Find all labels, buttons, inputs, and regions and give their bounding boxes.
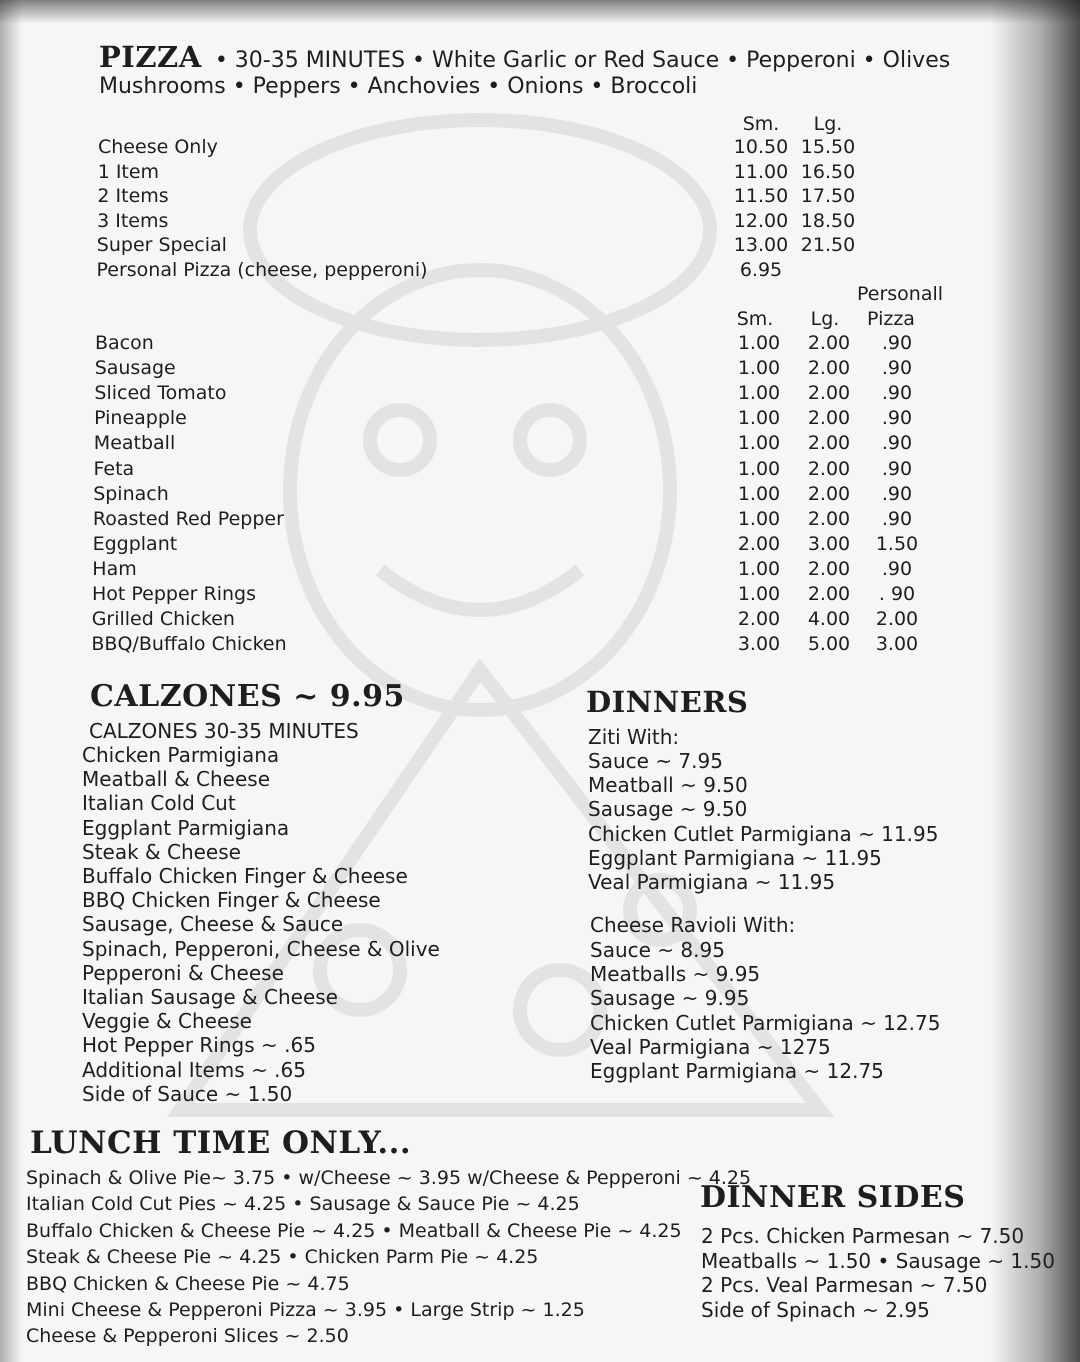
topping-price-large: 2.00: [807, 332, 851, 354]
pizza-item-price-small: 6.95: [739, 259, 783, 281]
ziti-item: Chicken Cutlet Parmigiana ~ 11.95: [588, 821, 939, 846]
pizza-item-name: 1 Item: [97, 160, 160, 183]
pizza-item-price-small: 11.50: [733, 185, 789, 208]
dinner-side-item: 2 Pcs. Veal Parmesan ~ 7.50: [701, 1273, 988, 1297]
lunch-item: Steak & Cheese Pie ~ 4.25 • Chicken Parm Pie ~ 4.25: [26, 1246, 539, 1269]
dinner-side-item: Side of Spinach ~ 2.95: [701, 1297, 930, 1322]
pizza-options-line-1: • 30-35 MINUTES • White Garlic or Red Sauce • Pepperoni • Olives: [214, 48, 951, 73]
topping-name: Bacon: [95, 332, 154, 354]
topping-price-personal: 1.50: [875, 532, 919, 555]
lunch-title: LUNCH TIME ONLY...: [30, 1125, 412, 1161]
lunch-item: BBQ Chicken & Cheese Pie ~ 4.75: [26, 1272, 350, 1295]
ziti-item: Sauce ~ 7.95: [588, 749, 723, 773]
topping-name: Eggplant: [92, 532, 178, 555]
pizza-item-price-small: 11.00: [733, 160, 789, 183]
calzone-item: Spinach, Pepperoni, Cheese & Olive: [82, 936, 440, 961]
topping-price-small: 1.00: [737, 332, 781, 354]
toppings-col-large: Lg.: [810, 308, 840, 330]
topping-price-large: 2.00: [807, 482, 851, 505]
topping-name: Hot Pepper Rings: [92, 583, 257, 605]
toppings-col-pizza: Pizza: [867, 308, 915, 330]
lunch-list: [26, 1165, 751, 1350]
topping-name: Pineapple: [94, 407, 187, 430]
topping-price-small: 2.00: [737, 608, 781, 631]
calzone-item: Pepperoni & Cheese: [82, 960, 284, 985]
lunch-item: Cheese & Pepperoni Slices ~ 2.50: [26, 1325, 349, 1348]
pizza-item-name: 2 Items: [97, 185, 169, 208]
topping-price-personal: .90: [881, 382, 913, 405]
calzone-item: Meatball & Cheese: [82, 767, 271, 792]
calzone-item: BBQ Chicken Finger & Cheese: [82, 888, 381, 913]
topping-price-large: 2.00: [807, 432, 851, 455]
calzone-item: Chicken Parmigiana: [82, 743, 280, 767]
pizza-item-price-large: 17.50: [800, 185, 856, 208]
ziti-list: [588, 749, 938, 894]
calzones-list: [82, 743, 440, 1106]
topping-name: Sausage: [94, 357, 176, 380]
calzones-title: CALZONES ~ 9.95: [90, 679, 405, 714]
dinner-side-item: Meatballs ~ 1.50 • Sausage ~ 1.50: [701, 1248, 1055, 1273]
topping-name: BBQ/Buffalo Chicken: [91, 633, 287, 656]
pizza-header: [99, 40, 950, 74]
lunch-item: Italian Cold Cut Pies ~ 4.25 • Sausage & Sauce Pie ~ 4.25: [26, 1193, 580, 1216]
topping-price-large: 2.00: [807, 583, 851, 605]
topping-price-personal: 3.00: [875, 633, 919, 656]
topping-price-small: 1.00: [737, 457, 781, 480]
pizza-item-name: Personal Pizza (cheese, pepperoni): [96, 259, 428, 281]
topping-price-small: 1.00: [737, 432, 781, 455]
topping-price-personal: . 90: [878, 583, 916, 605]
ravioli-item: Sausage ~ 9.95: [590, 986, 750, 1011]
ravioli-list: [590, 938, 940, 1083]
calzone-item: Steak & Cheese: [82, 839, 241, 864]
toppings-col-small: Sm.: [736, 308, 774, 330]
topping-price-small: 1.00: [737, 382, 781, 405]
pizza-item-price-large: 18.50: [800, 209, 856, 232]
pizza-item-name: Super Special: [96, 234, 227, 257]
topping-price-small: 2.00: [737, 532, 781, 555]
topping-price-small: 1.00: [737, 583, 781, 605]
calzone-item: Additional Items ~ .65: [82, 1057, 306, 1082]
ziti-heading: Ziti With:: [588, 725, 680, 749]
lunch-item: Mini Cheese & Pepperoni Pizza ~ 3.95 • Large Strip ~ 1.25: [26, 1299, 585, 1322]
ravioli-item: Eggplant Parmigiana ~ 12.75: [590, 1059, 884, 1084]
calzone-item: Eggplant Parmigiana: [82, 815, 290, 840]
toppings-col-personal: Personall: [856, 283, 944, 305]
topping-price-small: 1.00: [737, 482, 781, 505]
topping-name: Ham: [92, 557, 137, 580]
ravioli-item: Chicken Cutlet Parmigiana ~ 12.75: [590, 1010, 941, 1035]
topping-price-personal: .90: [881, 357, 913, 380]
lunch-item: Spinach & Olive Pie~ 3.75 • w/Cheese ~ 3.95 w/Cheese & Pepperoni ~ 4.25: [26, 1167, 752, 1189]
pizza-col-large: Lg.: [813, 113, 843, 135]
topping-price-large: 2.00: [807, 457, 851, 480]
calzones-subtitle: CALZONES 30-35 MINUTES: [89, 719, 359, 743]
topping-price-large: 2.00: [807, 407, 851, 430]
topping-price-personal: .90: [881, 432, 913, 455]
topping-price-large: 2.00: [807, 382, 851, 405]
topping-price-large: 4.00: [807, 608, 851, 631]
pizza-item-price-large: 16.50: [800, 160, 856, 183]
topping-price-small: 3.00: [737, 633, 781, 656]
topping-price-personal: .90: [881, 482, 913, 505]
topping-name: Feta: [93, 457, 135, 480]
pizza-item-name: 3 Items: [97, 209, 169, 232]
topping-price-large: 2.00: [807, 507, 851, 530]
pizza-col-small: Sm.: [742, 113, 780, 135]
topping-price-small: 1.00: [737, 507, 781, 530]
topping-name: Grilled Chicken: [91, 608, 235, 631]
topping-price-personal: .90: [881, 407, 913, 430]
calzone-item: Italian Sausage & Cheese: [82, 985, 338, 1010]
topping-price-large: 3.00: [807, 532, 851, 555]
ziti-item: Veal Parmigiana ~ 11.95: [588, 870, 836, 895]
ravioli-item: Veal Parmigiana ~ 1275: [590, 1034, 831, 1059]
pizza-item-price-large: 15.50: [800, 136, 856, 158]
lunch-item: Buffalo Chicken & Cheese Pie ~ 4.25 • Meatball & Cheese Pie ~ 4.25: [26, 1219, 682, 1242]
dinner-side-item: 2 Pcs. Chicken Parmesan ~ 7.50: [701, 1224, 1025, 1248]
topping-price-small: 1.00: [737, 357, 781, 380]
pizza-item-price-small: 12.00: [733, 209, 789, 232]
ziti-item: Eggplant Parmigiana ~ 11.95: [588, 845, 882, 870]
topping-price-personal: .90: [881, 557, 913, 580]
dinners-title: DINNERS: [586, 685, 749, 719]
pizza-item-price-large: 21.50: [800, 234, 856, 257]
topping-price-large: 5.00: [807, 633, 851, 656]
ziti-item: Meatball ~ 9.50: [588, 773, 748, 798]
pizza-options-line-2: Mushrooms • Peppers • Anchovies • Onions • Broccoli: [99, 74, 698, 99]
topping-price-small: 1.00: [737, 557, 781, 580]
topping-price-large: 2.00: [807, 357, 851, 380]
calzone-item: Veggie & Cheese: [82, 1009, 252, 1034]
topping-name: Roasted Red Pepper: [92, 507, 284, 530]
pizza-item-price-small: 13.00: [733, 234, 789, 257]
topping-price-small: 1.00: [737, 407, 781, 430]
topping-name: Meatball: [93, 432, 176, 455]
ravioli-item: Meatballs ~ 9.95: [590, 962, 761, 987]
calzone-item: Sausage, Cheese & Sauce: [82, 912, 344, 937]
calzone-item: Side of Sauce ~ 1.50: [82, 1081, 293, 1106]
calzone-item: Buffalo Chicken Finger & Cheese: [82, 864, 408, 889]
topping-price-large: 2.00: [807, 557, 851, 580]
dinner-sides-list: [701, 1224, 1055, 1322]
calzone-item: Hot Pepper Rings ~ .65: [82, 1033, 316, 1058]
ravioli-heading: Cheese Ravioli With:: [590, 913, 796, 937]
topping-price-personal: .90: [881, 507, 913, 530]
ravioli-item: Sauce ~ 8.95: [590, 938, 725, 962]
ziti-item: Sausage ~ 9.50: [588, 797, 748, 822]
pizza-item-price-small: 10.50: [733, 136, 789, 158]
topping-price-personal: .90: [881, 457, 913, 480]
pizza-item-name: Cheese Only: [98, 136, 218, 158]
topping-price-personal: 2.00: [875, 608, 919, 631]
dinner-sides-title: DINNER SIDES: [700, 1180, 966, 1215]
pizza-title: PIZZA: [99, 40, 202, 74]
calzone-item: Italian Cold Cut: [82, 791, 236, 816]
topping-name: Spinach: [93, 482, 169, 505]
topping-price-personal: .90: [881, 332, 913, 354]
topping-name: Sliced Tomato: [94, 382, 227, 405]
